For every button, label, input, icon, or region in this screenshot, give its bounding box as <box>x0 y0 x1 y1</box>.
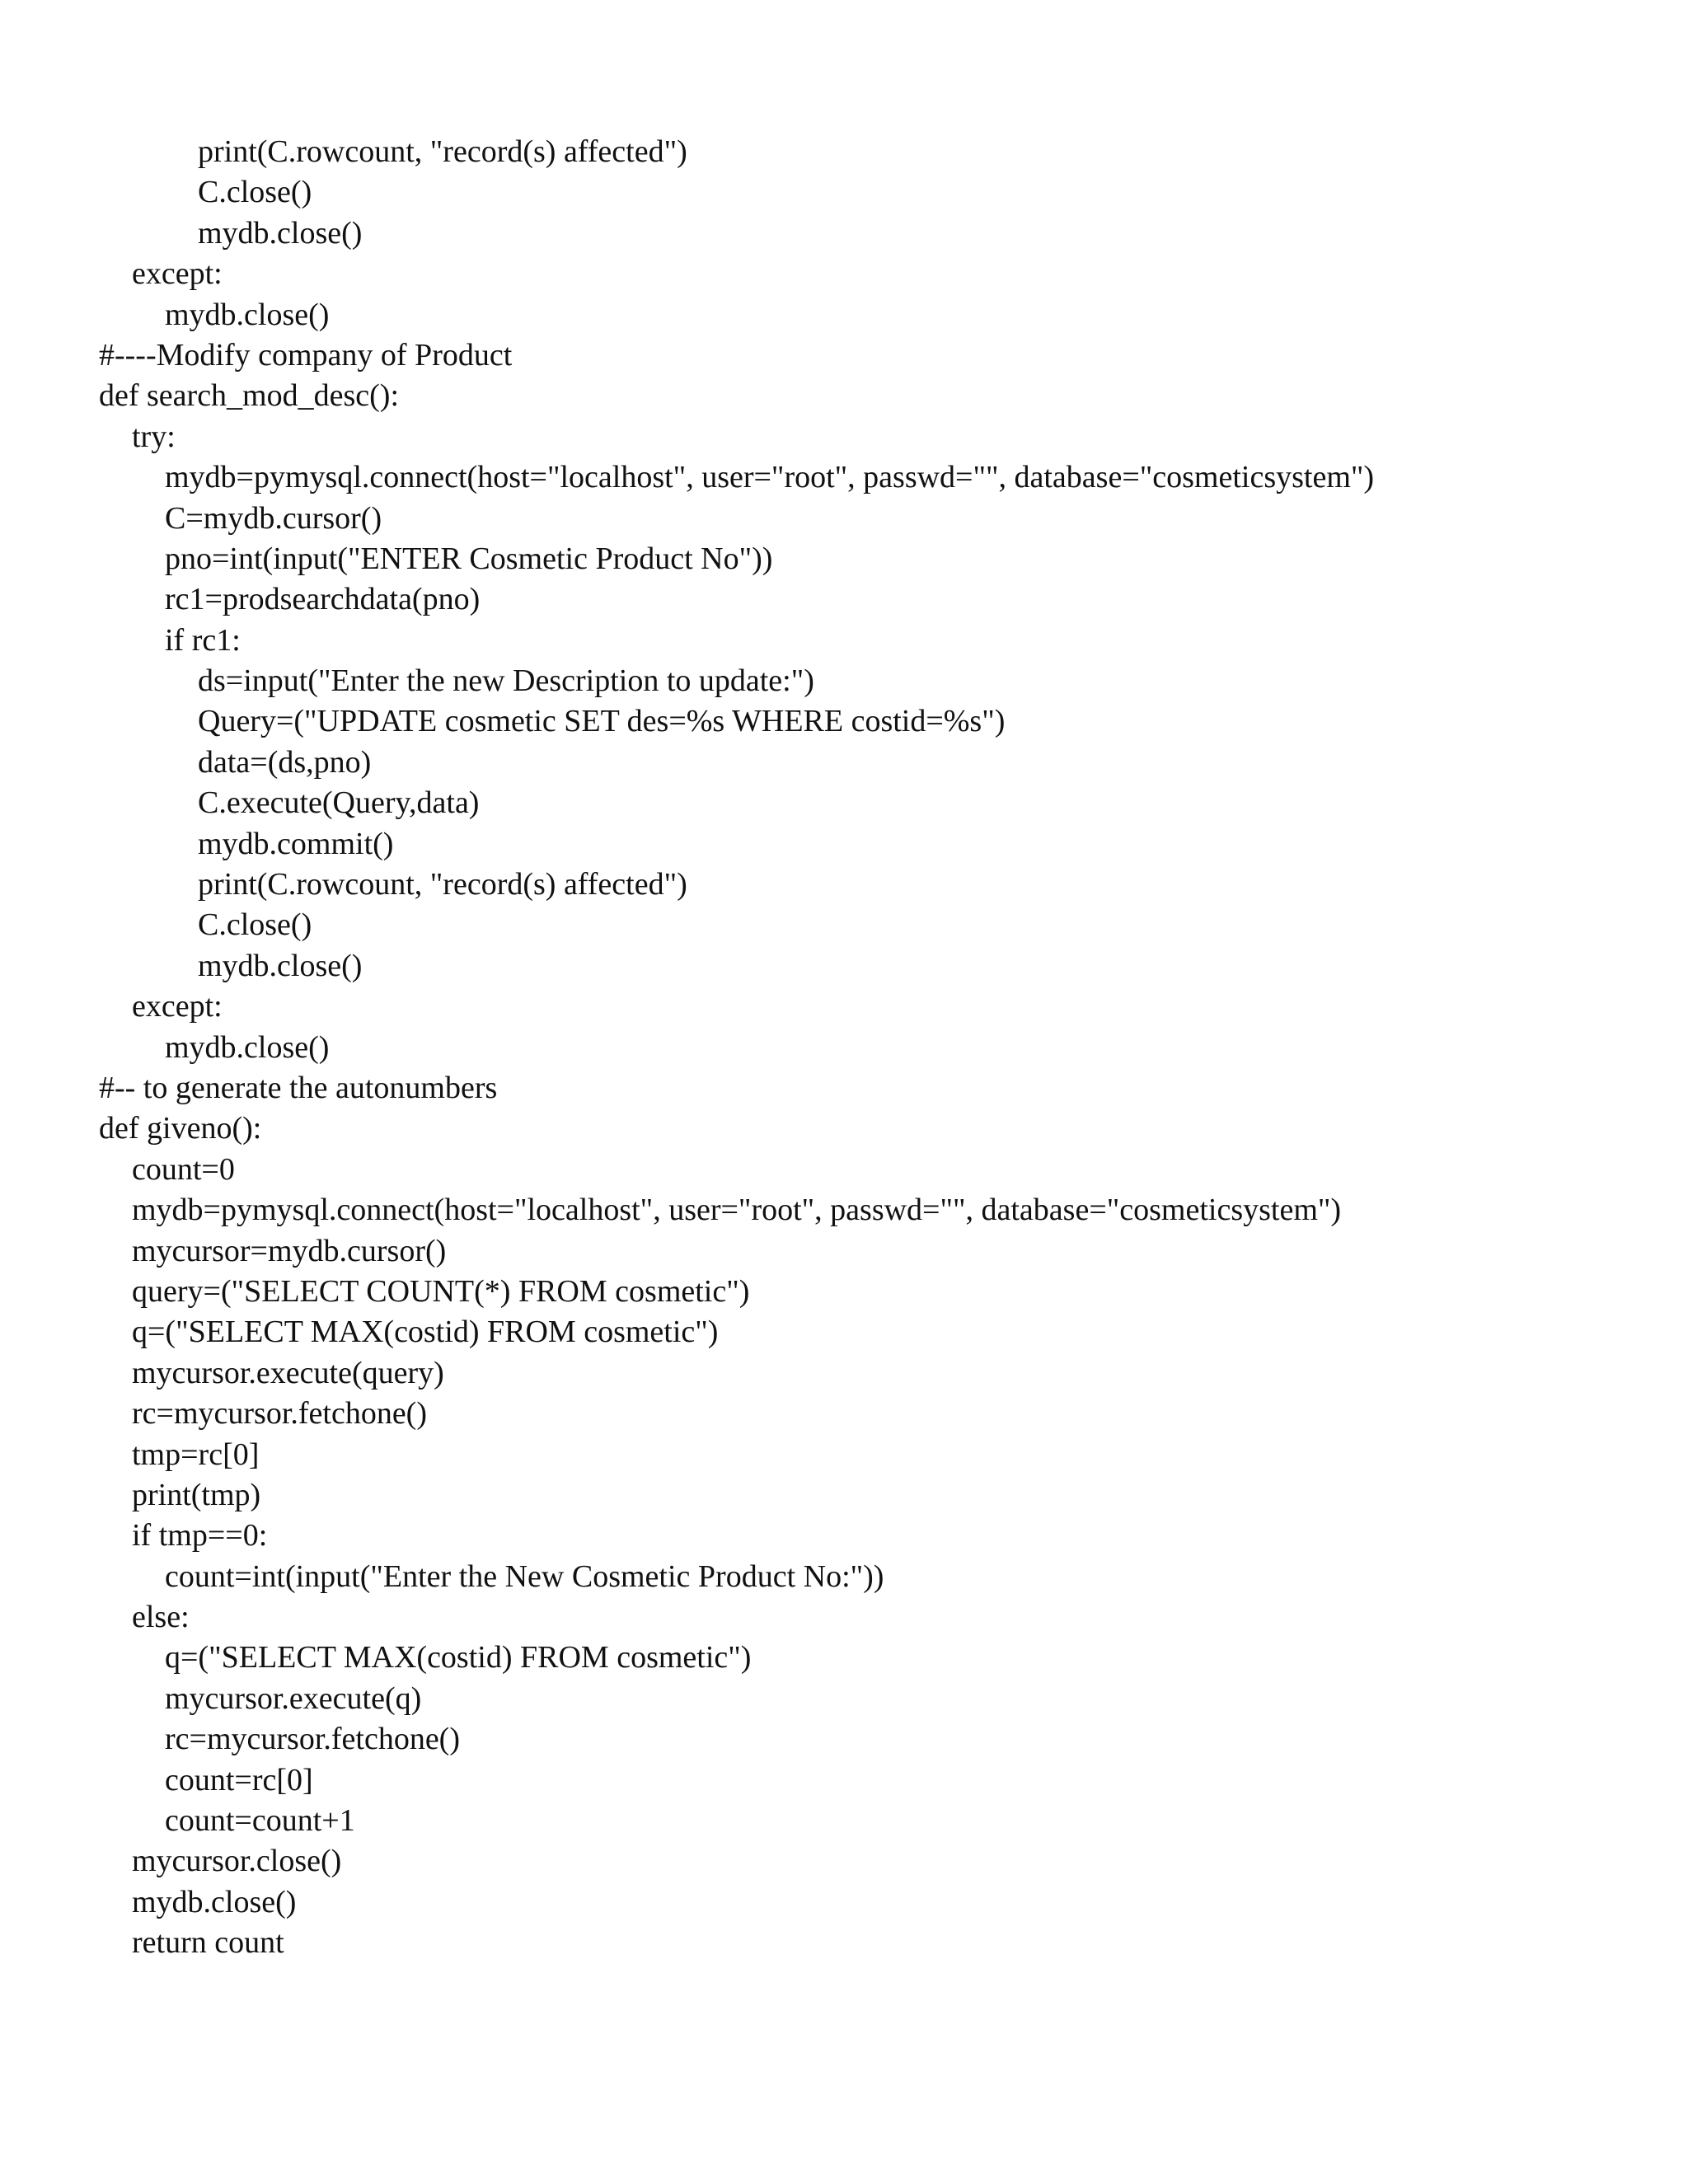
code-line: Query=("UPDATE cosmetic SET des=%s WHERE costid=%s") <box>198 704 1006 739</box>
code-line: C=mydb.cursor() <box>165 500 382 536</box>
code-line: rc=mycursor.fetchone() <box>165 1722 460 1757</box>
code-line: print(C.rowcount, "record(s) affected") <box>198 134 687 169</box>
code-line: print(C.rowcount, "record(s) affected") <box>198 867 687 902</box>
code-line: C.execute(Query,data) <box>198 785 480 821</box>
code-line: count=0 <box>132 1151 235 1187</box>
code-line: C.close() <box>198 175 312 210</box>
code-line: rc=mycursor.fetchone() <box>132 1396 427 1432</box>
code-line: count=int(input("Enter the New Cosmetic Product No:")) <box>165 1558 884 1594</box>
code-line: ds=input("Enter the new Description to update:") <box>198 663 814 699</box>
code-line: mydb.close() <box>198 948 363 983</box>
code-line: count=rc[0] <box>165 1762 313 1797</box>
code-line: if tmp==0: <box>132 1518 268 1554</box>
code-line: except: <box>132 256 223 292</box>
code-line: data=(ds,pno) <box>198 744 372 780</box>
code-line: mycursor.execute(query) <box>132 1355 444 1390</box>
code-line: def giveno(): <box>99 1111 262 1146</box>
code-line: C.close() <box>198 907 312 943</box>
code-line: mydb.close() <box>132 1884 297 1919</box>
code-line: q=("SELECT MAX(costid) FROM cosmetic") <box>132 1315 719 1350</box>
code-line: if rc1: <box>165 622 241 658</box>
code-line: query=("SELECT COUNT(*) FROM cosmetic") <box>132 1273 750 1309</box>
code-line: rc1=prodsearchdata(pno) <box>165 582 481 617</box>
code-line: mydb=pymysql.connect(host="localhost", user="root", passwd="", database="cosmeticsystem") <box>165 460 1375 495</box>
code-line: print(tmp) <box>132 1477 261 1512</box>
code-line: #-- to generate the autonumbers <box>99 1070 498 1105</box>
code-line: count=count+1 <box>165 1803 355 1839</box>
code-line: mydb.close() <box>165 297 330 332</box>
code-line: q=("SELECT MAX(costid) FROM cosmetic") <box>165 1640 752 1675</box>
code-line: except: <box>132 989 223 1024</box>
code-listing <box>99 132 1648 1964</box>
code-line: else: <box>132 1600 190 1635</box>
code-line: mydb.close() <box>198 215 363 251</box>
code-line: pno=int(input("ENTER Cosmetic Product No")) <box>165 541 773 576</box>
code-line: try: <box>132 419 176 454</box>
code-line: mydb=pymysql.connect(host="localhost", user="root", passwd="", database="cosmeticsystem") <box>132 1193 1342 1228</box>
code-line: mydb.commit() <box>198 826 394 861</box>
code-line: def search_mod_desc(): <box>99 378 400 414</box>
code-line: #----Modify company of Product <box>99 337 513 373</box>
code-line: mycursor.execute(q) <box>165 1680 422 1716</box>
code-line: mycursor.close() <box>132 1844 342 1879</box>
code-line: return count <box>132 1925 284 1961</box>
code-line: mydb.close() <box>165 1029 330 1065</box>
code-line: tmp=rc[0] <box>132 1436 260 1472</box>
code-line: mycursor=mydb.cursor() <box>132 1233 447 1268</box>
